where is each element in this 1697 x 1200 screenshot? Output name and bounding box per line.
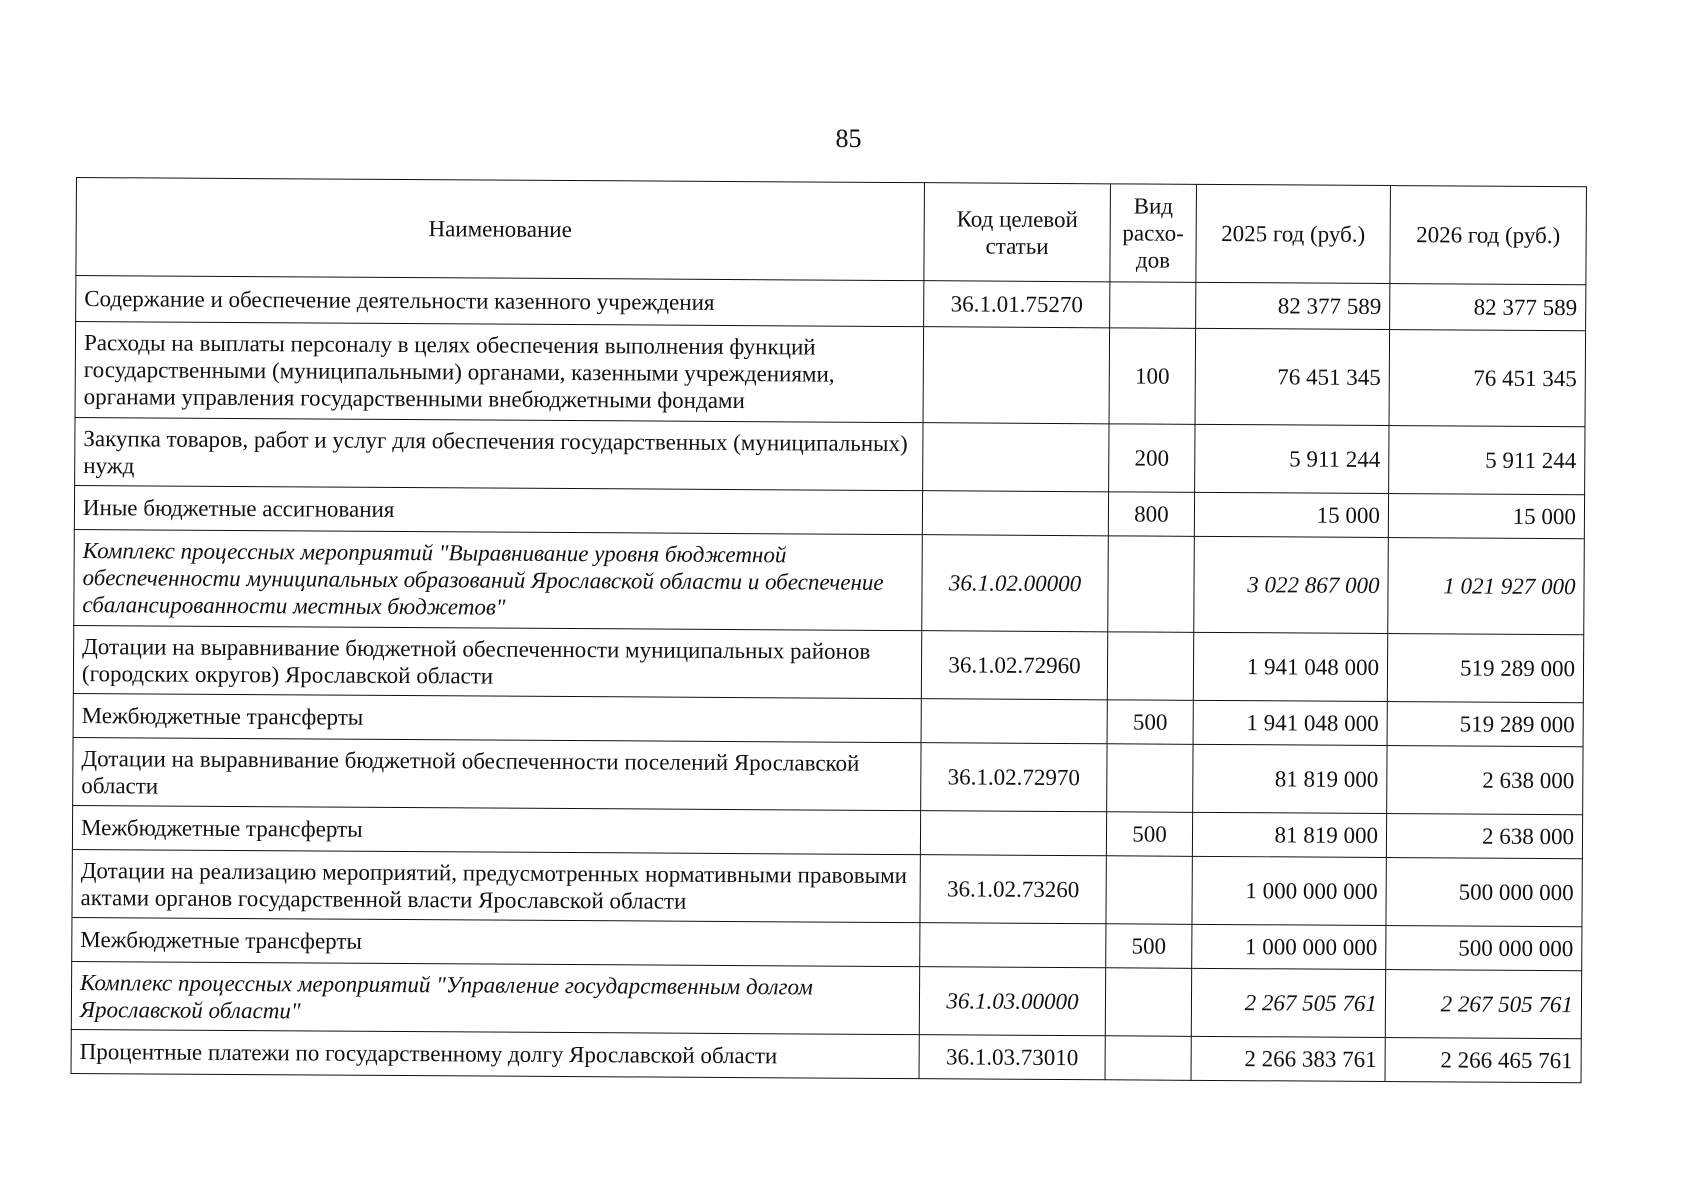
row-vid-cell: 500 [1106, 812, 1192, 857]
row-2026-cell: 500 000 000 [1386, 926, 1582, 971]
row-name-cell: Иные бюджетные ассигнования [74, 485, 922, 534]
row-2025-cell: 1 941 048 000 [1193, 632, 1387, 701]
row-2026-cell: 15 000 [1388, 494, 1584, 539]
row-2026-cell: 2 266 465 761 [1385, 1038, 1581, 1083]
row-vid-cell: 100 [1109, 328, 1196, 425]
row-2026-cell: 2 638 000 [1386, 814, 1582, 859]
row-vid-cell [1110, 282, 1196, 329]
row-vid-cell [1108, 536, 1195, 633]
header-vid: Вид расхо-дов [1110, 184, 1197, 283]
row-name-cell: Дотации на выравнивание бюджетной обеспеченности муниципальных районов (городских округов) Ярославской области [73, 625, 921, 698]
row-2026-cell: 2 267 505 761 [1385, 970, 1581, 1039]
row-code-cell [922, 491, 1108, 536]
row-code-cell [920, 923, 1106, 968]
row-vid-cell: 800 [1108, 492, 1194, 537]
row-name-cell: Дотации на выравнивание бюджетной обеспеченности поселений Ярославской области [73, 737, 921, 810]
row-2025-cell: 1 941 048 000 [1193, 700, 1387, 745]
row-vid-cell: 200 [1109, 424, 1195, 493]
row-name-cell: Межбюджетные трансферты [72, 805, 920, 854]
row-2025-cell: 2 267 505 761 [1191, 968, 1385, 1037]
row-2026-cell: 1 021 927 000 [1388, 538, 1585, 635]
row-code-cell: 36.1.02.72960 [921, 631, 1107, 700]
row-name-cell: Содержание и обеспечение деятельности казенного учреждения [76, 276, 924, 327]
row-code-cell: 36.1.03.00000 [919, 967, 1105, 1036]
row-2025-cell: 81 819 000 [1193, 744, 1387, 813]
row-name-cell: Межбюджетные трансферты [72, 917, 920, 966]
row-vid-cell [1105, 1036, 1191, 1081]
row-name-cell: Закупка товаров, работ и услуг для обеспечения государственных (муниципальных) нужд [75, 417, 923, 490]
row-2025-cell: 76 451 345 [1195, 328, 1390, 425]
page-number: 85 [835, 124, 862, 153]
header-2026: 2026 год (руб.) [1390, 186, 1587, 285]
row-2026-cell: 2 638 000 [1387, 746, 1583, 815]
row-2026-cell: 76 451 345 [1389, 330, 1586, 427]
row-2025-cell: 3 022 867 000 [1194, 536, 1389, 633]
row-name-cell: Комплекс процессных мероприятий "Выравнивание уровня бюджетной обеспеченности муниципальных образований Ярославской области и обеспечение сбалансированности местных бюджетов" [74, 529, 923, 630]
row-2025-cell: 1 000 000 000 [1192, 856, 1386, 925]
table-row [71, 1029, 1581, 1082]
table-row [74, 529, 1585, 634]
budget-table [71, 177, 1587, 1083]
row-code-cell: 36.1.02.00000 [922, 535, 1109, 632]
table-row [71, 961, 1581, 1038]
row-name-cell: Комплекс процессных мероприятий "Управление государственным долгом Ярославской области" [71, 961, 919, 1034]
row-vid-cell [1106, 856, 1192, 925]
row-name-cell: Дотации на реализацию мероприятий, предусмотренных нормативными правовыми актами органов государственной власти Ярославской области [72, 849, 920, 922]
row-code-cell: 36.1.02.72970 [921, 743, 1107, 812]
row-2026-cell: 82 377 589 [1390, 284, 1586, 331]
table-row [75, 417, 1585, 494]
row-code-cell [921, 699, 1107, 744]
row-code-cell [920, 811, 1106, 856]
row-2025-cell: 5 911 244 [1195, 424, 1389, 493]
row-code-cell [923, 423, 1109, 492]
table-body [71, 276, 1586, 1083]
table-row [73, 737, 1583, 814]
row-2026-cell: 519 289 000 [1387, 634, 1583, 703]
header-2025: 2025 год (руб.) [1196, 184, 1391, 283]
row-vid-cell: 500 [1106, 924, 1192, 969]
row-name-cell: Расходы на выплаты персоналу в целях обеспечения выполнения функций государственными (муниципальными) органами, казенными учреждениями, органами управления государственными внебюджетными фондами [75, 322, 924, 423]
table-header-row [76, 178, 1587, 285]
row-name-cell: Процентные платежи по государственному долгу Ярославской области [71, 1029, 919, 1078]
table-row [73, 625, 1583, 702]
row-code-cell: 36.1.02.73260 [920, 855, 1106, 924]
row-vid-cell: 500 [1107, 700, 1193, 745]
table-row [72, 849, 1582, 926]
row-name-cell: Межбюджетные трансферты [73, 693, 921, 742]
row-2026-cell: 5 911 244 [1389, 426, 1585, 495]
row-2026-cell: 500 000 000 [1386, 858, 1582, 927]
row-vid-cell [1107, 632, 1193, 701]
row-2026-cell: 519 289 000 [1387, 702, 1583, 747]
row-2025-cell: 1 000 000 000 [1192, 924, 1386, 969]
row-2025-cell: 82 377 589 [1196, 282, 1390, 329]
table-row [75, 322, 1586, 427]
row-vid-cell [1107, 744, 1193, 813]
header-name: Наименование [76, 178, 925, 281]
row-vid-cell [1105, 968, 1191, 1037]
header-code: Код целевой статьи [924, 183, 1111, 282]
row-2025-cell: 15 000 [1194, 492, 1388, 537]
row-code-cell [923, 327, 1110, 424]
row-code-cell: 36.1.03.73010 [919, 1035, 1105, 1080]
row-2025-cell: 81 819 000 [1192, 812, 1386, 857]
row-2025-cell: 2 266 383 761 [1191, 1036, 1385, 1081]
row-code-cell: 36.1.01.75270 [924, 281, 1110, 328]
